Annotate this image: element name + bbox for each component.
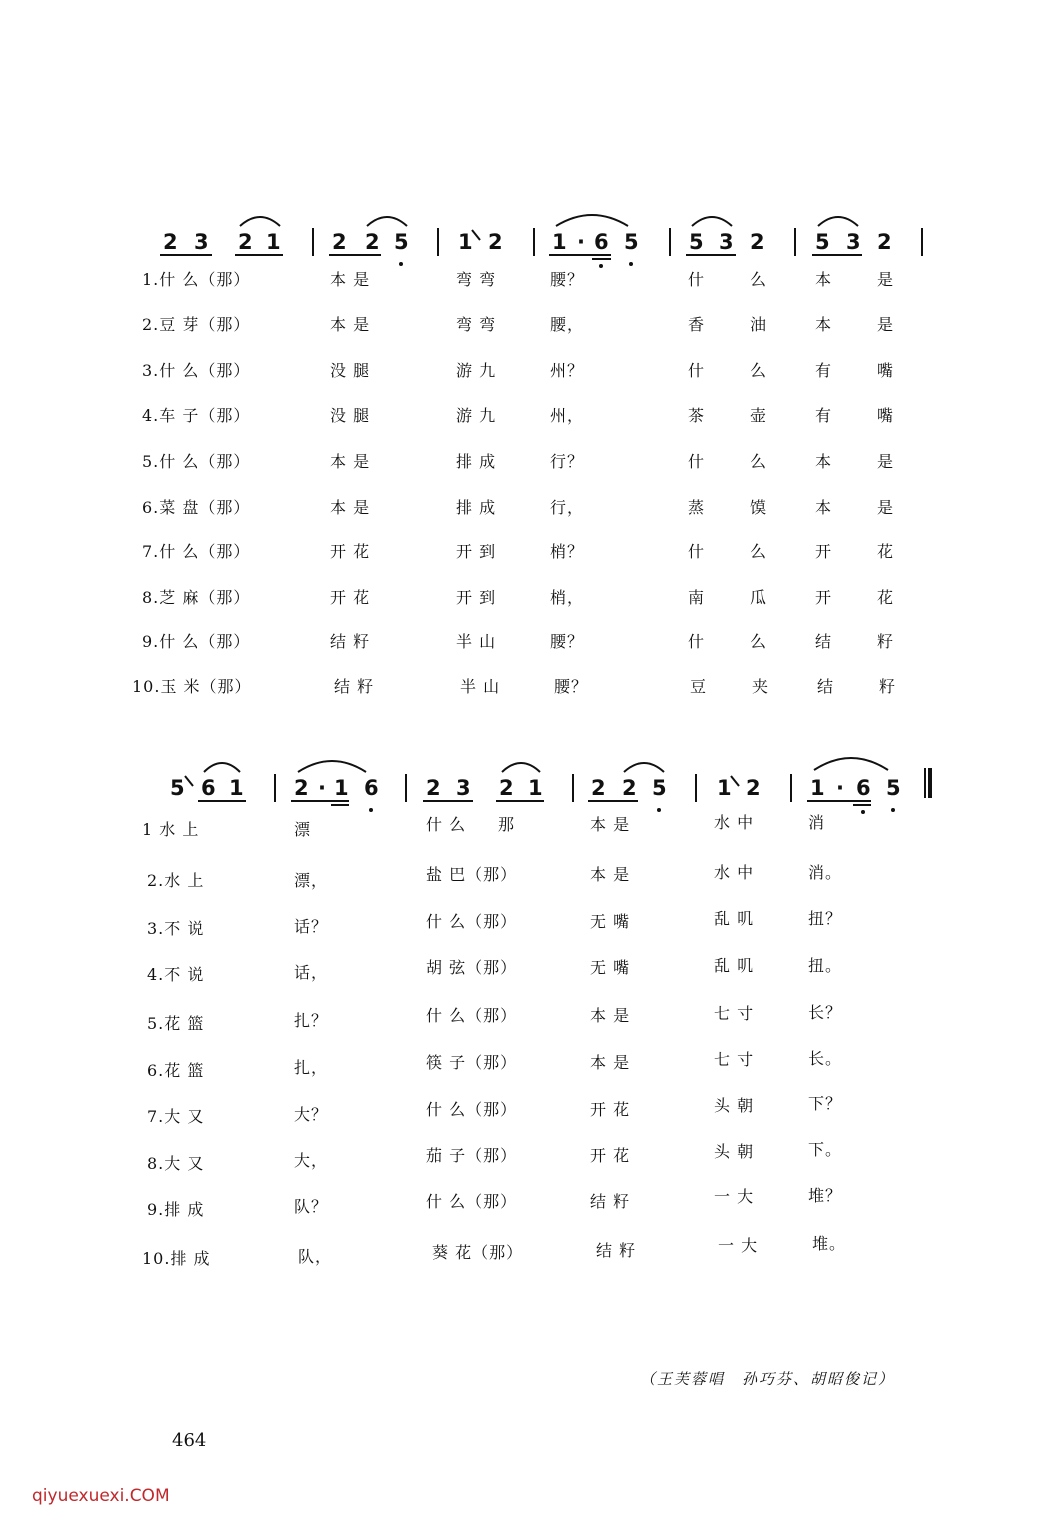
lyric: 什 bbox=[688, 361, 706, 380]
lyric: 1.什 么（那） bbox=[142, 270, 251, 289]
note: 6 bbox=[201, 776, 216, 800]
lyric: 本 bbox=[815, 498, 833, 517]
lyric: 什 么（那） bbox=[426, 1100, 518, 1119]
lyric: 8.芝 麻（那） bbox=[142, 588, 251, 607]
lyric: 一 大 bbox=[718, 1236, 759, 1255]
lyric: 堆。 bbox=[812, 1234, 847, 1253]
lyric: 2.水 上 bbox=[147, 871, 205, 890]
dot: · bbox=[577, 230, 585, 254]
lyric: 什 么 bbox=[426, 815, 467, 834]
lyric: 弯 弯 bbox=[456, 315, 497, 334]
lyric: 梢， bbox=[550, 588, 585, 607]
lyric: 漂， bbox=[294, 871, 329, 890]
barline bbox=[437, 228, 439, 256]
note: 2 bbox=[746, 776, 761, 800]
lower-octave-dot bbox=[657, 808, 661, 812]
slur bbox=[500, 758, 542, 774]
lyric: 本 是 bbox=[590, 1006, 631, 1025]
lyric: 什 么（那） bbox=[426, 1192, 518, 1211]
lyric: 本 是 bbox=[590, 815, 631, 834]
grace-mark bbox=[183, 774, 195, 788]
lyric: 水 中 bbox=[714, 813, 755, 832]
lyric: 9.什 么（那） bbox=[142, 632, 251, 651]
barline bbox=[533, 228, 535, 256]
lyric: 夹 bbox=[752, 677, 770, 696]
lyric: 什 bbox=[688, 542, 706, 561]
barline bbox=[669, 228, 671, 256]
lyric: 州？ bbox=[550, 361, 585, 380]
note: 2 bbox=[488, 230, 503, 254]
lyric: 行？ bbox=[550, 452, 585, 471]
underline bbox=[160, 254, 212, 256]
lyric: 一 大 bbox=[714, 1187, 755, 1206]
note: 2 bbox=[499, 776, 514, 800]
lyric: 有 bbox=[815, 361, 833, 380]
lower-octave-dot bbox=[891, 808, 895, 812]
underline bbox=[812, 254, 862, 256]
lyric: 本 是 bbox=[330, 452, 371, 471]
lyric: 结 bbox=[815, 632, 833, 651]
lyric: 花 bbox=[877, 542, 895, 561]
lyric: 腰， bbox=[550, 315, 585, 334]
underline bbox=[549, 254, 611, 256]
lyric: 是 bbox=[877, 315, 895, 334]
performer-credit: （王芙蓉唱 孙巧芬、胡昭俊记） bbox=[640, 1370, 896, 1388]
lyric: 豆 bbox=[690, 677, 708, 696]
lyric: 排 成 bbox=[456, 498, 497, 517]
lyric: 结 籽 bbox=[330, 632, 371, 651]
lyric: 6.菜 盘（那） bbox=[142, 498, 251, 517]
lyric: 扭？ bbox=[808, 909, 843, 928]
lyric: 香 bbox=[688, 315, 706, 334]
note: 2 bbox=[877, 230, 892, 254]
note: 5 bbox=[652, 776, 667, 800]
note: 1 bbox=[266, 230, 281, 254]
grace-mark bbox=[470, 228, 482, 242]
barline bbox=[921, 228, 923, 256]
lyric: 无 嘴 bbox=[590, 958, 631, 977]
underline bbox=[235, 254, 283, 256]
note: 2 bbox=[365, 230, 380, 254]
lyric: 本 是 bbox=[590, 1053, 631, 1072]
note: 1 bbox=[229, 776, 244, 800]
lyric: 排 成 bbox=[456, 452, 497, 471]
lyric: 胡 弦（那） bbox=[426, 958, 518, 977]
lyric: 什 bbox=[688, 632, 706, 651]
lyric: 筷 子（那） bbox=[426, 1053, 518, 1072]
lyric: 大？ bbox=[294, 1105, 329, 1124]
note: 1 bbox=[528, 776, 543, 800]
note: 1 bbox=[458, 230, 473, 254]
note: 1 bbox=[717, 776, 732, 800]
note: 5 bbox=[689, 230, 704, 254]
underline bbox=[291, 800, 349, 802]
lyric: 开 bbox=[815, 542, 833, 561]
lyric: 半 山 bbox=[456, 632, 497, 651]
lyric: 结 籽 bbox=[590, 1192, 631, 1211]
lyric: 漂 bbox=[294, 820, 312, 839]
lyric: 南 bbox=[688, 588, 706, 607]
lyric: 茄 子（那） bbox=[426, 1146, 518, 1165]
dot: · bbox=[836, 776, 844, 800]
lyric: 开 到 bbox=[456, 542, 497, 561]
lyric: 下。 bbox=[808, 1140, 843, 1159]
lyric: 葵 花（那） bbox=[432, 1243, 524, 1262]
lyric: 扎？ bbox=[294, 1011, 329, 1030]
lyric: 馍 bbox=[750, 498, 768, 517]
dot: · bbox=[318, 776, 326, 800]
lyric: 3.什 么（那） bbox=[142, 361, 251, 380]
underline bbox=[686, 254, 736, 256]
lyric: 是 bbox=[877, 498, 895, 517]
lyric: 开 花 bbox=[590, 1100, 631, 1119]
lyric: 头 朝 bbox=[714, 1096, 755, 1115]
lyric: 是 bbox=[877, 452, 895, 471]
lyric: 乱 叽 bbox=[714, 909, 755, 928]
lyric: 7.什 么（那） bbox=[142, 542, 251, 561]
lyric: 扭。 bbox=[808, 956, 843, 975]
lyric: 籽 bbox=[877, 632, 895, 651]
note: 2 bbox=[426, 776, 441, 800]
note: 1 bbox=[810, 776, 825, 800]
lyric: 本 是 bbox=[330, 498, 371, 517]
lyric: 4.不 说 bbox=[147, 965, 205, 984]
lyric: 话？ bbox=[294, 917, 329, 936]
lyric: 盐 巴（那） bbox=[426, 865, 518, 884]
lyric: 开 到 bbox=[456, 588, 497, 607]
note: 2 bbox=[294, 776, 309, 800]
lyric: 长。 bbox=[808, 1049, 843, 1068]
lyric: 嘴 bbox=[877, 361, 895, 380]
note: 5 bbox=[394, 230, 409, 254]
lyric: 2.豆 芽（那） bbox=[142, 315, 251, 334]
note: 2 bbox=[591, 776, 606, 800]
lyric: 蒸 bbox=[688, 498, 706, 517]
lyric: 开 花 bbox=[590, 1146, 631, 1165]
lyric: 本 是 bbox=[330, 315, 371, 334]
lyric: 茶 bbox=[688, 406, 706, 425]
lyric: 腰？ bbox=[550, 632, 585, 651]
lyric: 那 bbox=[498, 815, 516, 834]
lyric: 本 bbox=[815, 315, 833, 334]
slur bbox=[816, 212, 860, 228]
lyric: 4.车 子（那） bbox=[142, 406, 251, 425]
lyric: 结 籽 bbox=[596, 1241, 637, 1260]
note: 6 bbox=[856, 776, 871, 800]
underline bbox=[198, 800, 246, 802]
barline bbox=[312, 228, 314, 256]
note: 2 bbox=[238, 230, 253, 254]
note: 3 bbox=[846, 230, 861, 254]
lyric: 什 么（那） bbox=[426, 1006, 518, 1025]
lyric: 什 bbox=[688, 270, 706, 289]
lyric: 么 bbox=[750, 270, 768, 289]
note: 3 bbox=[719, 230, 734, 254]
lyric: 结 籽 bbox=[334, 677, 375, 696]
underline bbox=[853, 804, 871, 806]
lyric: 消 bbox=[808, 813, 826, 832]
note: 5 bbox=[886, 776, 901, 800]
lyric: 3.不 说 bbox=[147, 919, 205, 938]
note: 2 bbox=[332, 230, 347, 254]
lyric: 油 bbox=[750, 315, 768, 334]
lyric: 1 水 上 bbox=[142, 820, 200, 839]
slur bbox=[296, 756, 368, 774]
lyric: 9.排 成 bbox=[147, 1200, 205, 1219]
lyric: 游 九 bbox=[456, 406, 497, 425]
barline bbox=[572, 774, 574, 802]
lyric: 壶 bbox=[750, 406, 768, 425]
lower-octave-dot bbox=[599, 264, 603, 268]
lyric: 消。 bbox=[808, 863, 843, 882]
lyric: 腰？ bbox=[550, 270, 585, 289]
note: 3 bbox=[456, 776, 471, 800]
lyric: 话， bbox=[294, 963, 329, 982]
final-barline-thin bbox=[924, 768, 926, 798]
note: 5 bbox=[170, 776, 185, 800]
note: 2 bbox=[163, 230, 178, 254]
lyric: 乱 叽 bbox=[714, 956, 755, 975]
lyric: 花 bbox=[877, 588, 895, 607]
lower-octave-dot bbox=[369, 808, 373, 812]
underline bbox=[588, 800, 638, 802]
lyric: 无 嘴 bbox=[590, 912, 631, 931]
lyric: 梢？ bbox=[550, 542, 585, 561]
lower-octave-dot bbox=[861, 810, 865, 814]
lyric: 本 是 bbox=[330, 270, 371, 289]
lyric: 开 bbox=[815, 588, 833, 607]
note: 5 bbox=[624, 230, 639, 254]
lyric: 有 bbox=[815, 406, 833, 425]
page-number: 464 bbox=[172, 1430, 207, 1451]
underline bbox=[807, 800, 871, 802]
watermark: qiyuexuexi.COM bbox=[32, 1486, 170, 1506]
lyric: 七 寸 bbox=[714, 1004, 755, 1023]
lyric: 游 九 bbox=[456, 361, 497, 380]
slur bbox=[812, 752, 890, 772]
lyric: 5.花 篮 bbox=[147, 1014, 205, 1033]
lyric: 队， bbox=[298, 1247, 333, 1266]
lyric: 水 中 bbox=[714, 863, 755, 882]
lyric: 么 bbox=[750, 632, 768, 651]
underline bbox=[496, 800, 544, 802]
underline bbox=[329, 254, 381, 256]
underline bbox=[423, 800, 473, 802]
lyric: 没 腿 bbox=[330, 406, 371, 425]
barline bbox=[794, 228, 796, 256]
lyric: 弯 弯 bbox=[456, 270, 497, 289]
lyric: 长？ bbox=[808, 1003, 843, 1022]
barline bbox=[274, 774, 276, 802]
note: 2 bbox=[622, 776, 637, 800]
lyric: 6.花 篮 bbox=[147, 1061, 205, 1080]
lyric: 7.大 又 bbox=[147, 1107, 205, 1126]
underline bbox=[592, 258, 611, 260]
lyric: 么 bbox=[750, 452, 768, 471]
lyric: 腰？ bbox=[554, 677, 589, 696]
lower-octave-dot bbox=[399, 262, 403, 266]
lyric: 本 bbox=[815, 452, 833, 471]
final-barline-thick bbox=[928, 768, 932, 798]
lyric: 嘴 bbox=[877, 406, 895, 425]
slur bbox=[202, 758, 242, 774]
lyric: 七 寸 bbox=[714, 1050, 755, 1069]
lyric: 半 山 bbox=[460, 677, 501, 696]
lyric: 10.排 成 bbox=[142, 1249, 211, 1268]
note: 1 bbox=[552, 230, 567, 254]
lyric: 下？ bbox=[808, 1094, 843, 1113]
lyric: 开 花 bbox=[330, 542, 371, 561]
note: 3 bbox=[194, 230, 209, 254]
note: 6 bbox=[594, 230, 609, 254]
note: 6 bbox=[364, 776, 379, 800]
lyric: 行， bbox=[550, 498, 585, 517]
lyric: 结 bbox=[817, 677, 835, 696]
slur bbox=[238, 212, 282, 228]
lyric: 开 花 bbox=[330, 588, 371, 607]
lyric: 本 bbox=[815, 270, 833, 289]
grace-mark bbox=[729, 774, 741, 788]
barline bbox=[695, 774, 697, 802]
lyric: 10.玉 米（那） bbox=[132, 677, 252, 696]
lyric: 堆？ bbox=[808, 1186, 843, 1205]
lyric: 籽 bbox=[879, 677, 897, 696]
lyric: 扎， bbox=[294, 1058, 329, 1077]
lyric: 州， bbox=[550, 406, 585, 425]
lyric: 本 是 bbox=[590, 865, 631, 884]
slur bbox=[554, 210, 630, 228]
lyric: 没 腿 bbox=[330, 361, 371, 380]
lyric: 8.大 又 bbox=[147, 1154, 205, 1173]
barline bbox=[405, 774, 407, 802]
lyric: 么 bbox=[750, 361, 768, 380]
note: 2 bbox=[750, 230, 765, 254]
lyric: 瓜 bbox=[750, 588, 768, 607]
lyric: 5.什 么（那） bbox=[142, 452, 251, 471]
slur bbox=[622, 758, 666, 774]
note: 1 bbox=[334, 776, 349, 800]
note: 5 bbox=[815, 230, 830, 254]
underline bbox=[331, 804, 349, 806]
barline bbox=[790, 774, 792, 802]
lyric: 什 么（那） bbox=[426, 912, 518, 931]
lyric: 头 朝 bbox=[714, 1142, 755, 1161]
lyric: 大， bbox=[294, 1151, 329, 1170]
lyric: 队？ bbox=[294, 1197, 329, 1216]
lyric: 么 bbox=[750, 542, 768, 561]
slur bbox=[365, 212, 409, 228]
slur bbox=[690, 212, 734, 228]
lyric: 什 bbox=[688, 452, 706, 471]
lyric: 是 bbox=[877, 270, 895, 289]
lower-octave-dot bbox=[629, 262, 633, 266]
